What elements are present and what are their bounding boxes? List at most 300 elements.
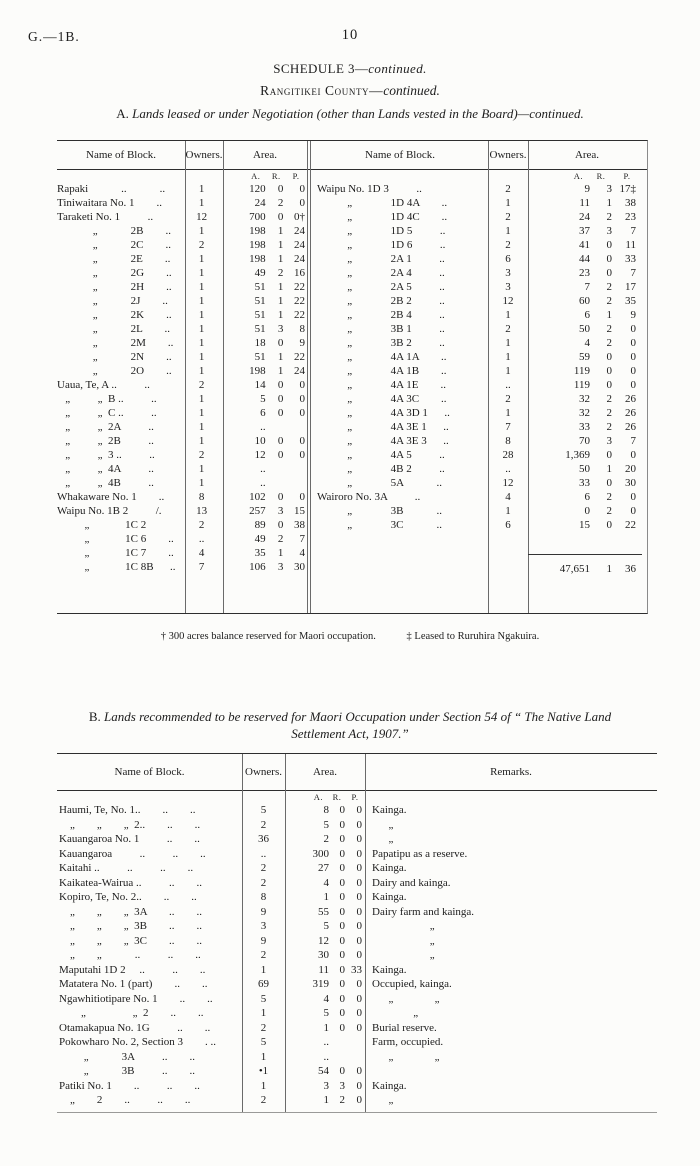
cell-p: 24 [294,225,305,237]
table-row [57,238,307,252]
table-row [57,504,307,518]
cell-r: 2 [606,281,612,293]
cell-r: 3 [606,183,612,195]
cell-a: 51 [254,323,266,335]
cell-o: 1 [198,463,205,475]
cell-n: „ „ C .. .. [57,407,157,419]
table-row [312,350,646,364]
cell-n: „ „ „ 2.. .. .. [59,818,201,831]
cell-r: 1 [277,253,284,265]
cell-a: 33 [579,477,590,489]
cell-a: .. [260,463,266,475]
total-perches: 36 [625,563,636,575]
cell-a: 24 [579,211,590,223]
cell-a: 50 [579,463,590,475]
cell-o: 1 [260,1007,267,1019]
table-row [57,1021,657,1036]
cell-n: „ 2G .. [57,267,172,279]
table-b-rows [57,803,657,1108]
area-unit-header [312,170,646,182]
cell-p: 0 [299,379,305,391]
cell-n: Pokowharo No. 2, Section 3 . .. [59,1036,217,1048]
cell-a: 4 [584,337,590,349]
cell-n: „ 1C 7 .. [57,547,174,559]
cell-n: „ „ „ 3C .. .. [59,934,202,947]
table-row [312,308,646,322]
cell-a: 120 [249,183,266,195]
table-row [57,224,307,238]
cell-n: „ 2N .. [57,351,172,363]
cell-a: 0 [584,505,590,517]
cell-r: 0 [339,876,345,889]
cell-m: Occupied, kainga. [372,978,452,990]
cell-r [329,1035,345,1050]
spacer [488,554,528,576]
cell-p: 0 [356,920,362,932]
cell-r [266,420,284,434]
table-row [312,364,646,378]
cell-a: 4 [323,992,329,1005]
table-row [57,803,657,818]
cell-p: 22 [294,295,305,307]
cell-o: 1 [198,407,205,419]
cell-r [266,476,284,490]
cell-a: 10 [254,435,266,447]
table-row [57,905,657,920]
cell-o: .. [505,379,511,391]
table-row [57,350,307,364]
unit-perches: P. [351,792,359,802]
cell-r: 2 [606,337,612,349]
cell-r: 0 [277,435,284,447]
cell-p: 0 [356,804,362,816]
table-row [57,448,307,462]
spacer [184,170,222,182]
cell-a: 32 [579,407,590,419]
cell-a: 32 [579,393,590,405]
cell-n: „ 4A 3D 1 .. [317,407,450,419]
cell-a: 59 [579,351,590,363]
cell-a: 12 [254,449,266,461]
cell-o: 5 [260,992,267,1005]
col-header-remarks: Remarks. [490,766,532,778]
table-row [57,977,657,992]
table-row [57,861,657,876]
cell-o: 1 [198,197,205,209]
cell-n: „ 2B .. [57,225,171,237]
cell-r: 0 [339,1007,345,1019]
footnote-dagger: † 300 acres balance reserved for Maori occupation. [160,631,376,642]
cell-n: „ 2H .. [57,281,172,293]
cell-p: 0 [630,351,636,363]
cell-r: 1 [277,365,284,377]
spacer [312,170,488,182]
unit-roods: R. [271,171,281,181]
cell-r: 0 [277,183,284,195]
cell-r: 2 [606,491,612,503]
cell-o: 4 [505,491,511,503]
table-row [57,392,307,406]
unit-acres: A. [251,171,261,181]
cell-n: „ 2L .. [57,323,170,335]
cell-n: Kauangaroa .. .. .. [59,847,206,860]
section-a-text: Lands leased or under Negotiation (other than Lands vested in the Board)—continued. [132,106,584,121]
table-row [312,392,646,406]
cell-o: 1 [198,365,205,377]
cell-o: 1 [505,351,511,363]
cell-o: 2 [198,519,205,531]
cell-o: 1 [198,435,205,447]
table-row [57,490,307,504]
cell-r: 0 [606,267,612,279]
cell-a: 198 [249,225,266,237]
table-row [312,210,646,224]
cell-p: 22 [294,351,305,363]
cell-a: 49 [254,267,266,279]
cell-p: 33 [351,963,362,976]
cell-o: 12 [502,477,514,489]
cell-a: 9 [584,183,590,195]
table-row [57,196,307,210]
table-row [57,992,657,1007]
cell-p: 4 [299,547,305,559]
cell-r: 2 [606,323,612,335]
cell-a: 257 [249,505,266,517]
cell-n: „ 3C .. [317,519,442,531]
cell-a: 319 [312,978,329,990]
cell-p: 17 [625,281,636,293]
table-row [312,420,646,434]
cell-a: 2 [323,833,329,845]
cell-r: 2 [277,267,284,279]
cell-a: 70 [579,435,590,447]
cell-r: 0 [339,862,345,874]
half-divider-rule [307,141,308,613]
cell-n: „ „ 2B .. [57,435,154,447]
cell-r: 0 [277,379,284,391]
cell-o: 7 [198,561,205,573]
cell-n: „ „ 4A .. [57,463,154,475]
cell-o: 6 [505,253,511,265]
cell-r: 3 [339,1079,345,1092]
cell-p: 0 [356,847,362,860]
cell-a: 5 [323,1007,329,1019]
cell-o: 1 [505,309,511,321]
table-row [312,238,646,252]
section-a-label: A. [116,106,129,121]
cell-r: 0 [277,337,284,349]
table-row [312,476,646,490]
cell-a: 7 [584,281,590,293]
cell-n: „ „ „ 3B .. .. [59,920,202,932]
table-row [57,1093,657,1108]
cell-m: „ [372,818,394,831]
cell-p: 0 [630,323,636,335]
cell-p: 0 [356,1079,362,1092]
cell-o: 1 [505,365,511,377]
cell-n: „ „ „ 3A .. .. [59,905,202,918]
table-row [312,322,646,336]
table-b-body [57,791,657,1108]
section-b-text-line2: Settlement Act, 1907.” [291,726,409,741]
cell-p: 7 [630,267,636,279]
cell-n: Otamakapua No. 1G .. .. [59,1021,211,1034]
spacer [57,170,184,182]
schedule-heading [0,61,700,77]
cell-o: .. [260,847,267,860]
table-row [57,476,307,490]
cell-n: „ „ B .. .. [57,393,157,405]
table-row [57,210,307,224]
cell-a: 5 [323,920,329,932]
cell-r: 0 [339,949,345,961]
cell-n: Waipu No. 1D 3 .. [317,183,422,195]
cell-n: Waipu No. 1B 2 /. [57,505,162,517]
cell-a: 51 [254,295,266,307]
table-a-left-body [57,170,307,574]
cell-n: „ „ 4B .. [57,477,154,489]
cell-r: 0 [339,920,345,932]
cell-n: Haumi, Te, No. 1.. .. .. [59,804,196,816]
cell-n: „ 2K .. [57,309,172,321]
cell-p: 0 [356,949,362,961]
cell-n: Uaua, Te, A .. .. [57,379,150,391]
table-row [312,434,646,448]
cell-n: Maputahi 1D 2 .. .. .. [59,963,206,976]
cell-p [283,476,307,490]
table-row [57,948,657,963]
cell-o: 9 [260,934,267,947]
cell-r: 1 [606,309,612,321]
table-row [57,532,307,546]
cell-r: 1 [277,239,284,251]
cell-a: 41 [579,239,590,251]
cell-o: 1 [198,183,205,195]
cell-n: „ 2 .. .. .. [59,1094,191,1106]
cell-m: Papatipu as a reserve. [372,847,468,860]
cell-a: 51 [254,351,266,363]
table-a-total-row [312,554,646,576]
cell-n: Rapaki .. .. [57,183,166,195]
cell-n: Kauangaroa No. 1 .. .. [59,833,200,845]
table-row [57,378,307,392]
table-a-right-rows [312,182,646,532]
cell-a: 14 [254,379,266,391]
cell-m: „ [372,920,435,932]
cell-p: 0 [630,491,636,503]
cell-r: 0 [606,449,612,461]
section-b-text-line1: Lands recommended to be reserved for Maori Occupation under Section 54 of “ The Native Land [104,709,612,724]
cell-r: 1 [606,197,612,209]
cell-n: „ 1D 4C .. [317,211,448,223]
cell-r: 0 [339,833,345,845]
cell-a: .. [260,421,266,433]
cell-p: 0 [356,1065,362,1077]
cell-o: 2 [198,239,205,251]
cell-r: 0 [277,393,284,405]
cell-n: „ „ 2A .. [57,421,154,433]
total-acres: 47,651 [559,563,590,575]
cell-o: 8 [198,491,205,503]
spacer [365,791,657,803]
cell-p: 0 [630,505,636,517]
table-row [57,252,307,266]
table-row [312,448,646,462]
table-a-header [57,141,647,170]
cell-a: 5 [260,393,266,405]
cell-p: 22 [294,309,305,321]
cell-p: 22 [294,281,305,293]
col-header-area: Area. [312,766,338,778]
cell-a: 6 [584,491,590,503]
cell-r [266,462,284,476]
cell-n: „ 2C .. [57,239,171,251]
cell-o: 2 [260,949,267,961]
cell-r: 3 [277,505,284,517]
table-row [57,420,307,434]
cell-m: Dairy farm and kainga. [372,905,475,918]
cell-m: Burial reserve. [372,1021,437,1034]
cell-a: 37 [579,225,590,237]
table-row [57,364,307,378]
table-row [57,847,657,862]
cell-a: .. [323,1050,329,1063]
col-header-name-right: Name of Block. [365,149,435,161]
cell-a: 12 [318,934,329,947]
cell-n: „ 1C 8B .. [57,561,176,573]
cell-o: 2 [505,211,511,223]
col-header-name-left: Name of Block. [86,149,156,161]
cell-r: 0 [339,978,345,990]
cell-r: 2 [606,393,612,405]
cell-p: 22 [625,519,636,531]
cell-p: 7 [630,225,636,237]
cell-a: 4 [323,876,329,889]
table-b-header [57,754,657,791]
area-unit-header [57,170,307,182]
cell-r: 0 [339,891,345,903]
cell-o: 1 [198,267,205,279]
cell-a: 50 [579,323,590,335]
cell-o: 2 [505,393,511,405]
cell-o: 3 [505,267,511,279]
cell-o: 2 [260,818,267,831]
cell-o: 2 [505,183,511,195]
cell-n: Matatera No. 1 (part) .. .. [59,978,208,990]
cell-o: 1 [198,295,205,307]
cell-n: „ 5A .. [317,477,442,489]
cell-n: Taraketi No. 1 .. [57,211,154,223]
cell-n: „ 2A 5 .. [317,281,445,293]
cell-a: 44 [579,253,590,265]
cell-a: 3 [323,1079,329,1092]
table-row [57,890,657,905]
table-row [57,294,307,308]
cell-o: 12 [196,211,208,223]
cell-n: Ngawhitiotipare No. 1 .. .. [59,992,213,1005]
cell-a: 23 [579,267,590,279]
cell-r: 0 [339,1065,345,1077]
cell-p: 9 [299,337,305,349]
cell-o: 8 [260,891,267,903]
cell-r [329,1050,345,1065]
cell-n: „ 4A 5 .. [317,449,445,461]
area-unit-header [57,791,657,803]
cell-a: 11 [579,197,590,209]
cell-a: 102 [249,491,266,503]
cell-r: 0 [277,407,284,419]
cell-n: Kaitahi .. .. .. .. [59,862,194,874]
spacer [57,791,242,803]
cell-a: 35 [254,547,266,559]
table-row [57,1035,657,1050]
cell-p: 24 [294,239,305,251]
col-header-owners-right: Owners. [489,149,527,161]
cell-r: 1 [277,547,284,559]
table-row [57,818,657,833]
cell-p: 0 [356,1021,362,1034]
cell-p: 0 [356,876,362,889]
cell-o: 2 [505,323,511,335]
document-reference: G.—1B. [28,29,80,44]
table-row [57,919,657,934]
cell-p: 0 [299,491,305,503]
table-a-left-rows [57,182,307,574]
cell-n: Whakaware No. 1 .. [57,491,165,503]
cell-a: 18 [254,337,266,349]
cell-o: 1 [505,407,511,419]
table-a-right-body [312,170,646,613]
table-row [312,266,646,280]
cell-a: 30 [318,949,329,961]
cell-m: Kainga. [372,1079,407,1092]
cell-a: 1 [323,891,329,903]
half-divider-rule [310,141,311,613]
table-row [312,280,646,294]
col-header-name: Name of Block. [114,766,185,778]
cell-n: Kaikatea-Wairua .. .. .. [59,876,202,889]
cell-a: 8 [323,804,329,816]
cell-p: 26 [625,393,636,405]
cell-a: 1 [323,1021,329,1034]
cell-a: 198 [249,365,266,377]
cell-p: 7 [299,533,305,545]
table-row [57,462,307,476]
cell-m: „ [372,934,435,947]
cell-m: Dairy and kainga. [372,876,451,889]
cell-a: 5 [323,818,329,831]
cell-n: „ „ 2 .. .. [59,1007,204,1019]
cell-p: 0 [356,978,362,990]
cell-m: Kainga. [372,891,407,903]
cell-r: 0 [339,818,345,831]
cell-p: 33 [625,253,636,265]
cell-o: 2 [505,239,511,251]
cell-p: 16 [294,267,305,279]
cell-n: „ 1C 6 .. [57,533,174,545]
cell-m: Kainga. [372,862,407,874]
cell-r: 3 [606,435,612,447]
cell-p: 0 [630,365,636,377]
cell-o: 1 [198,393,205,405]
cell-a: 24 [254,197,266,209]
cell-o: 2 [260,862,267,874]
cell-p: 0 [356,992,362,1005]
cell-a: .. [260,477,266,489]
cell-r: 0 [339,847,345,860]
cell-p: 17‡ [619,183,636,195]
unit-roods: R. [596,171,606,181]
